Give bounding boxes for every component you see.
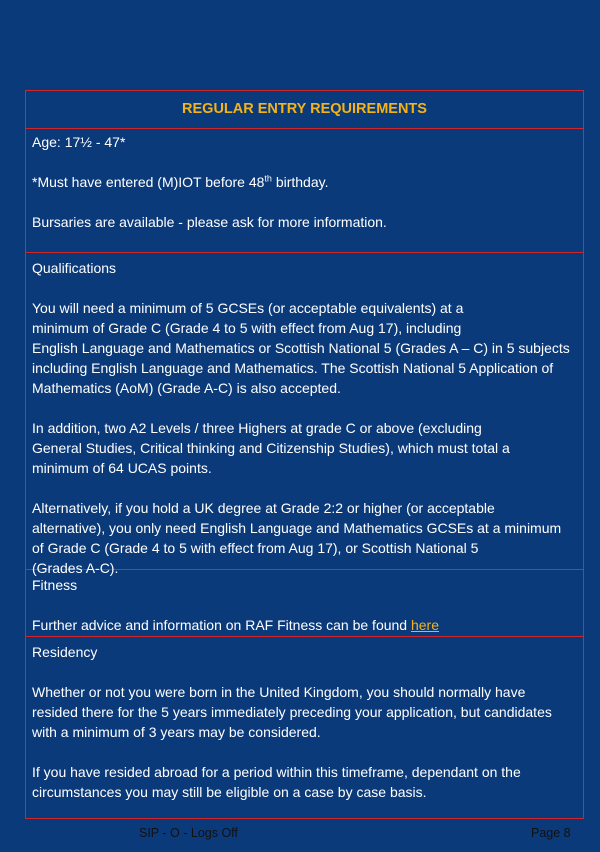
fitness-text: Further advice and information on RAF Fitness can be found here (32, 617, 440, 633)
residency-paragraph-1: Whether or not you were born in the United Kingdom, you should normally have resided there for the 5 years immediately preceding your application, but candidates with a minimum of 3 years may be considered. (32, 684, 552, 740)
table-title: REGULAR ENTRY REQUIREMENTS (182, 101, 427, 117)
qualifications-paragraph-3: Alternatively, if you hold a UK degree at Grade 2:2 or higher (or acceptable alternative), you only need English Language and Mathematics GCSEs at a minimum of Grade C (Grade 4 to 5 with effect from Aug 17), or Scottish National 5 (Grades A-C). (32, 500, 562, 576)
page-number: Page 8 (531, 826, 571, 840)
residency-section (26, 637, 583, 818)
age-range: Age: 17½ - 47* (32, 134, 126, 150)
residency-paragraph-2: If you have resided abroad for a period within this timeframe, dependant on the circumstances you may still be eligible on a case by case basis. (32, 764, 521, 800)
qualifications-paragraph-2: In addition, two A2 Levels / three Highers at grade C or above (excluding General Studies, Critical thinking and Citizenship Studies), which must total a minimum of 64 UCAS points. (32, 420, 510, 476)
bursaries-note: Bursaries are available - please ask for more information. (32, 214, 387, 230)
qualifications-heading: Qualifications (32, 260, 117, 276)
footer-label: SIP - O - Logs Off (139, 826, 238, 840)
qualifications-paragraph-1: You will need a minimum of 5 GCSEs (or acceptable equivalents) at a minimum of Grade C (Grade 4 to 5 with effect from Aug 17), including English Language and Mathematics or Scottish National 5 (Grades A – C) in 5 subjects including English Language and Mathematics. The Scottish National 5 Application of Mathematics (AoM) (Grade A-C) is also accepted. (32, 300, 570, 396)
table-title-row (26, 91, 583, 129)
age-section (26, 129, 583, 253)
age-note: *Must have entered (M)IOT before 48th birthday. (32, 173, 329, 190)
page-footer (0, 826, 600, 846)
qualifications-section (26, 253, 583, 576)
fitness-section (26, 570, 583, 637)
residency-heading: Residency (32, 644, 98, 660)
requirements-table (25, 90, 584, 819)
fitness-heading: Fitness (32, 577, 78, 593)
fitness-link[interactable]: here (410, 617, 440, 633)
